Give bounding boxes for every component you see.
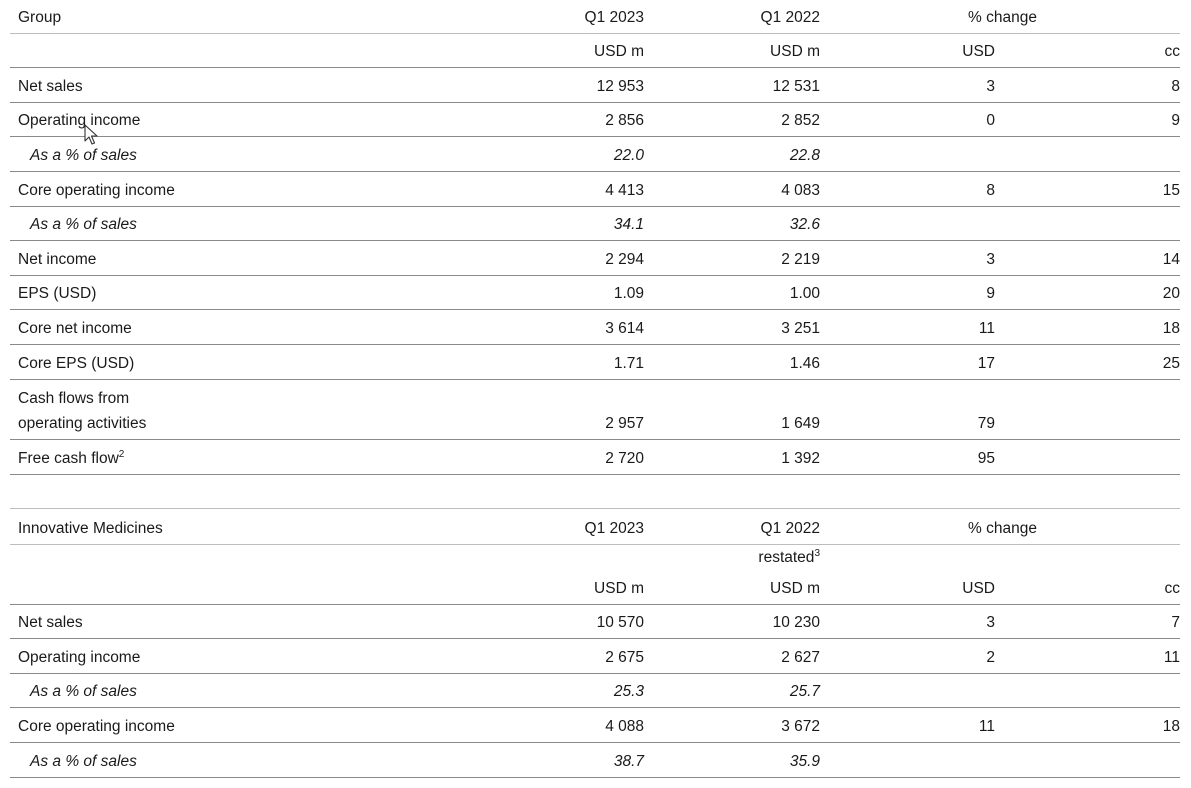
value-usd-change: 8 xyxy=(986,182,995,199)
value-cc-change: 15 xyxy=(1162,182,1180,199)
im-units-row xyxy=(10,545,1180,605)
value-q1-2022: 35.9 xyxy=(789,753,820,770)
value-usd-change: 11 xyxy=(978,718,995,735)
row-label: Net income xyxy=(18,251,97,268)
value-q1-2022: 12 531 xyxy=(772,78,820,95)
table-row xyxy=(10,207,1180,241)
value-q1-2022: 25.7 xyxy=(789,683,820,700)
table-row xyxy=(10,241,1180,276)
row-label xyxy=(18,450,124,468)
value-q1-2022: 1 392 xyxy=(781,450,820,467)
table-row xyxy=(10,605,1180,639)
value-q1-2022: 2 852 xyxy=(781,112,820,129)
value-q1-2023: 1.09 xyxy=(613,285,644,302)
innovative-medicines-table xyxy=(10,508,1180,778)
row-label xyxy=(18,386,146,436)
value-usd-change: 79 xyxy=(977,415,995,432)
row-label: As a % of sales xyxy=(30,683,137,700)
value-q1-2022: 2 219 xyxy=(781,251,820,268)
value-q1-2022: 22.8 xyxy=(789,147,820,164)
value-q1-2023: 1.71 xyxy=(613,355,644,372)
group-header-pct-change: % change xyxy=(968,9,1037,26)
value-usd-change: 17 xyxy=(977,355,995,372)
table-row xyxy=(10,172,1180,207)
value-q1-2023: 3 614 xyxy=(605,320,644,337)
value-cc-change: 20 xyxy=(1162,285,1180,302)
value-q1-2023: 12 953 xyxy=(596,78,644,95)
value-q1-2023: 10 570 xyxy=(596,614,644,631)
units-cc: cc xyxy=(1164,43,1180,60)
row-label: Net sales xyxy=(18,614,83,631)
value-q1-2022: 1.46 xyxy=(789,355,820,372)
row-label: As a % of sales xyxy=(30,216,137,233)
value-cc-change: 18 xyxy=(1162,320,1180,337)
row-label-line2: operating activities xyxy=(18,415,147,432)
row-label: Net sales xyxy=(18,78,83,95)
value-usd-change: 11 xyxy=(978,320,995,337)
value-cc-change: 9 xyxy=(1171,112,1180,129)
row-label: As a % of sales xyxy=(30,147,137,164)
table-row xyxy=(10,103,1180,137)
row-label-text: Free cash flow xyxy=(18,450,119,467)
units-cc: cc xyxy=(1164,580,1180,597)
value-usd-change: 95 xyxy=(977,450,995,467)
value-q1-2022: 2 627 xyxy=(781,649,820,666)
im-header-q1-2022: Q1 2022 xyxy=(760,520,820,537)
value-q1-2023: 2 294 xyxy=(605,251,644,268)
table-row xyxy=(10,674,1180,708)
units-usd: USD xyxy=(962,580,995,597)
restated-note xyxy=(758,549,820,567)
value-q1-2023: 2 856 xyxy=(605,112,644,129)
value-cc-change: 11 xyxy=(1163,649,1180,666)
units-q1-2023: USD m xyxy=(594,580,644,597)
value-q1-2023: 25.3 xyxy=(613,683,644,700)
table-row xyxy=(10,380,1180,440)
table-row xyxy=(10,639,1180,674)
value-usd-change: 9 xyxy=(986,285,995,302)
value-q1-2023: 34.1 xyxy=(613,216,644,233)
units-usd: USD xyxy=(962,43,995,60)
row-label: As a % of sales xyxy=(30,753,137,770)
value-q1-2023: 2 957 xyxy=(605,415,644,432)
im-header-q1-2023: Q1 2023 xyxy=(584,520,644,537)
value-q1-2023: 4 413 xyxy=(605,182,644,199)
table-row xyxy=(10,440,1180,475)
footnote-marker: 3 xyxy=(814,547,820,559)
row-label: Operating income xyxy=(18,649,141,666)
units-q1-2023: USD m xyxy=(594,43,644,60)
value-cc-change: 14 xyxy=(1162,251,1180,268)
group-header-q1-2022: Q1 2022 xyxy=(760,9,820,26)
value-q1-2023: 2 720 xyxy=(605,450,644,467)
value-q1-2023: 2 675 xyxy=(605,649,644,666)
value-q1-2023: 22.0 xyxy=(613,147,644,164)
row-label: Core EPS (USD) xyxy=(18,355,135,372)
value-usd-change: 3 xyxy=(986,251,995,268)
units-q1-2022: USD m xyxy=(770,580,820,597)
row-label: Core operating income xyxy=(18,182,175,199)
table-row xyxy=(10,276,1180,310)
footnote-marker: 2 xyxy=(118,448,125,460)
group-table xyxy=(10,0,1180,475)
row-label: Core operating income xyxy=(18,718,175,735)
value-usd-change: 3 xyxy=(986,78,995,95)
group-units-row xyxy=(10,34,1180,68)
value-usd-change: 2 xyxy=(986,649,995,666)
value-cc-change: 7 xyxy=(1171,614,1180,631)
table-row xyxy=(10,137,1180,172)
table-row xyxy=(10,708,1180,743)
group-header-label: Group xyxy=(18,9,62,26)
value-q1-2022: 4 083 xyxy=(781,182,820,199)
value-q1-2022: 10 230 xyxy=(772,614,820,631)
value-usd-change: 0 xyxy=(986,112,995,129)
row-label-line1: Cash flows from xyxy=(18,390,130,407)
row-label: Core net income xyxy=(18,320,132,337)
row-label: Operating income xyxy=(18,112,141,129)
table-row xyxy=(10,68,1180,103)
value-q1-2022: 3 672 xyxy=(781,718,820,735)
mouse-pointer-icon xyxy=(84,124,98,146)
value-q1-2022: 1.00 xyxy=(789,285,820,302)
table-row xyxy=(10,345,1180,380)
value-q1-2022: 32.6 xyxy=(789,216,820,233)
value-q1-2023: 38.7 xyxy=(613,753,644,770)
value-q1-2022: 3 251 xyxy=(781,320,820,337)
im-header-row xyxy=(10,508,1180,545)
im-header-pct-change: % change xyxy=(968,520,1037,537)
table-row xyxy=(10,743,1180,778)
row-label: EPS (USD) xyxy=(18,285,97,302)
value-usd-change: 3 xyxy=(986,614,995,631)
value-cc-change: 25 xyxy=(1162,355,1180,372)
im-header-label: Innovative Medicines xyxy=(18,520,163,537)
value-cc-change: 8 xyxy=(1171,78,1180,95)
table-row xyxy=(10,310,1180,345)
restated-text: restated xyxy=(758,549,815,566)
group-header-row xyxy=(10,0,1180,34)
value-cc-change: 18 xyxy=(1162,718,1180,735)
value-q1-2022: 1 649 xyxy=(781,415,820,432)
value-q1-2023: 4 088 xyxy=(605,718,644,735)
units-q1-2022: USD m xyxy=(770,43,820,60)
group-header-q1-2023: Q1 2023 xyxy=(584,9,644,26)
